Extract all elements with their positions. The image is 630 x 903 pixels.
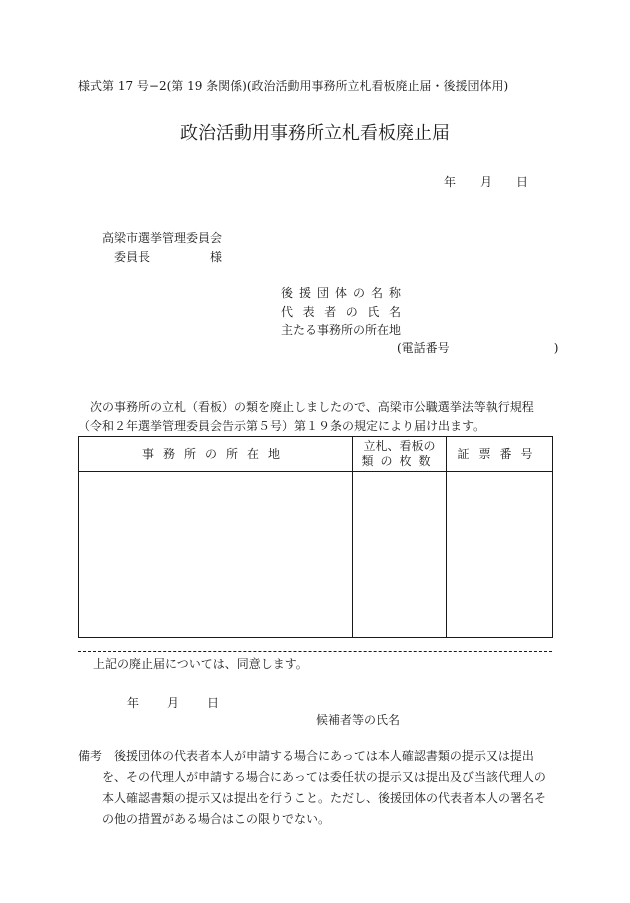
note-label: 備考 xyxy=(78,749,103,763)
day-label: 日 xyxy=(207,696,220,710)
header-cert: 証票番号 xyxy=(447,437,553,472)
addressee-honorific: 様 xyxy=(210,250,223,264)
form-number: 様式第 17 号−2(第 19 条関係)(政治活動用事務所立札看板廃止届・後援団体用) xyxy=(78,79,509,93)
month-label: 月 xyxy=(480,175,493,189)
addressee-title: 委員長 xyxy=(114,250,151,264)
submission-date xyxy=(444,176,528,188)
header-location: 事務所の所在地 xyxy=(79,437,353,472)
month-label: 月 xyxy=(167,696,180,710)
header-count xyxy=(353,437,447,472)
year-label: 年 xyxy=(444,175,457,189)
representative-label: 代表者の氏名 xyxy=(281,305,411,319)
cut-line xyxy=(78,651,552,652)
office-address-label: 主たる事務所の所在地 xyxy=(281,323,402,337)
group-name-label: 後援団体の名称 xyxy=(281,286,408,300)
phone-field xyxy=(397,342,558,354)
addressee-chair xyxy=(114,251,222,263)
declaration-text: 次の事務所の立札（看板）の類を廃止しましたので、高梁市公職選挙法等執行規程（令和２年選挙管理委員会告示第５号）第１９条の規定により届け出ます。 xyxy=(78,400,534,433)
header-count-line2: 類の枚数 xyxy=(361,454,438,468)
cert-cell[interactable] xyxy=(447,472,553,638)
day-label: 日 xyxy=(516,175,529,189)
header-count-line1: 立札、看板の xyxy=(363,439,436,453)
note-text: 後援団体の代表者本人が申請する場合にあっては本人確認書類の提示又は提出を、その代理人が申請する場合にあっては委任状の提示又は提出及び当該代理人の本人確認書類の提示又は提出を行うこと。ただし、後援団体の代表者本人の署名その他の措置がある場合はこの限りでない。 xyxy=(102,749,547,826)
phone-label: (電話番号 xyxy=(397,341,450,355)
year-label: 年 xyxy=(127,696,140,710)
count-cell[interactable] xyxy=(353,472,447,638)
addressee-committee: 高梁市選挙管理委員会 xyxy=(102,231,223,245)
location-cell[interactable] xyxy=(79,472,353,638)
phone-close: ) xyxy=(553,341,559,355)
candidate-name-label: 候補者等の氏名 xyxy=(316,713,401,727)
consent-date xyxy=(127,697,219,709)
office-table xyxy=(78,436,553,638)
consent-text: 上記の廃止届については、同意します。 xyxy=(93,657,308,671)
page-title: 政治活動用事務所立札看板廃止届 xyxy=(180,123,450,144)
